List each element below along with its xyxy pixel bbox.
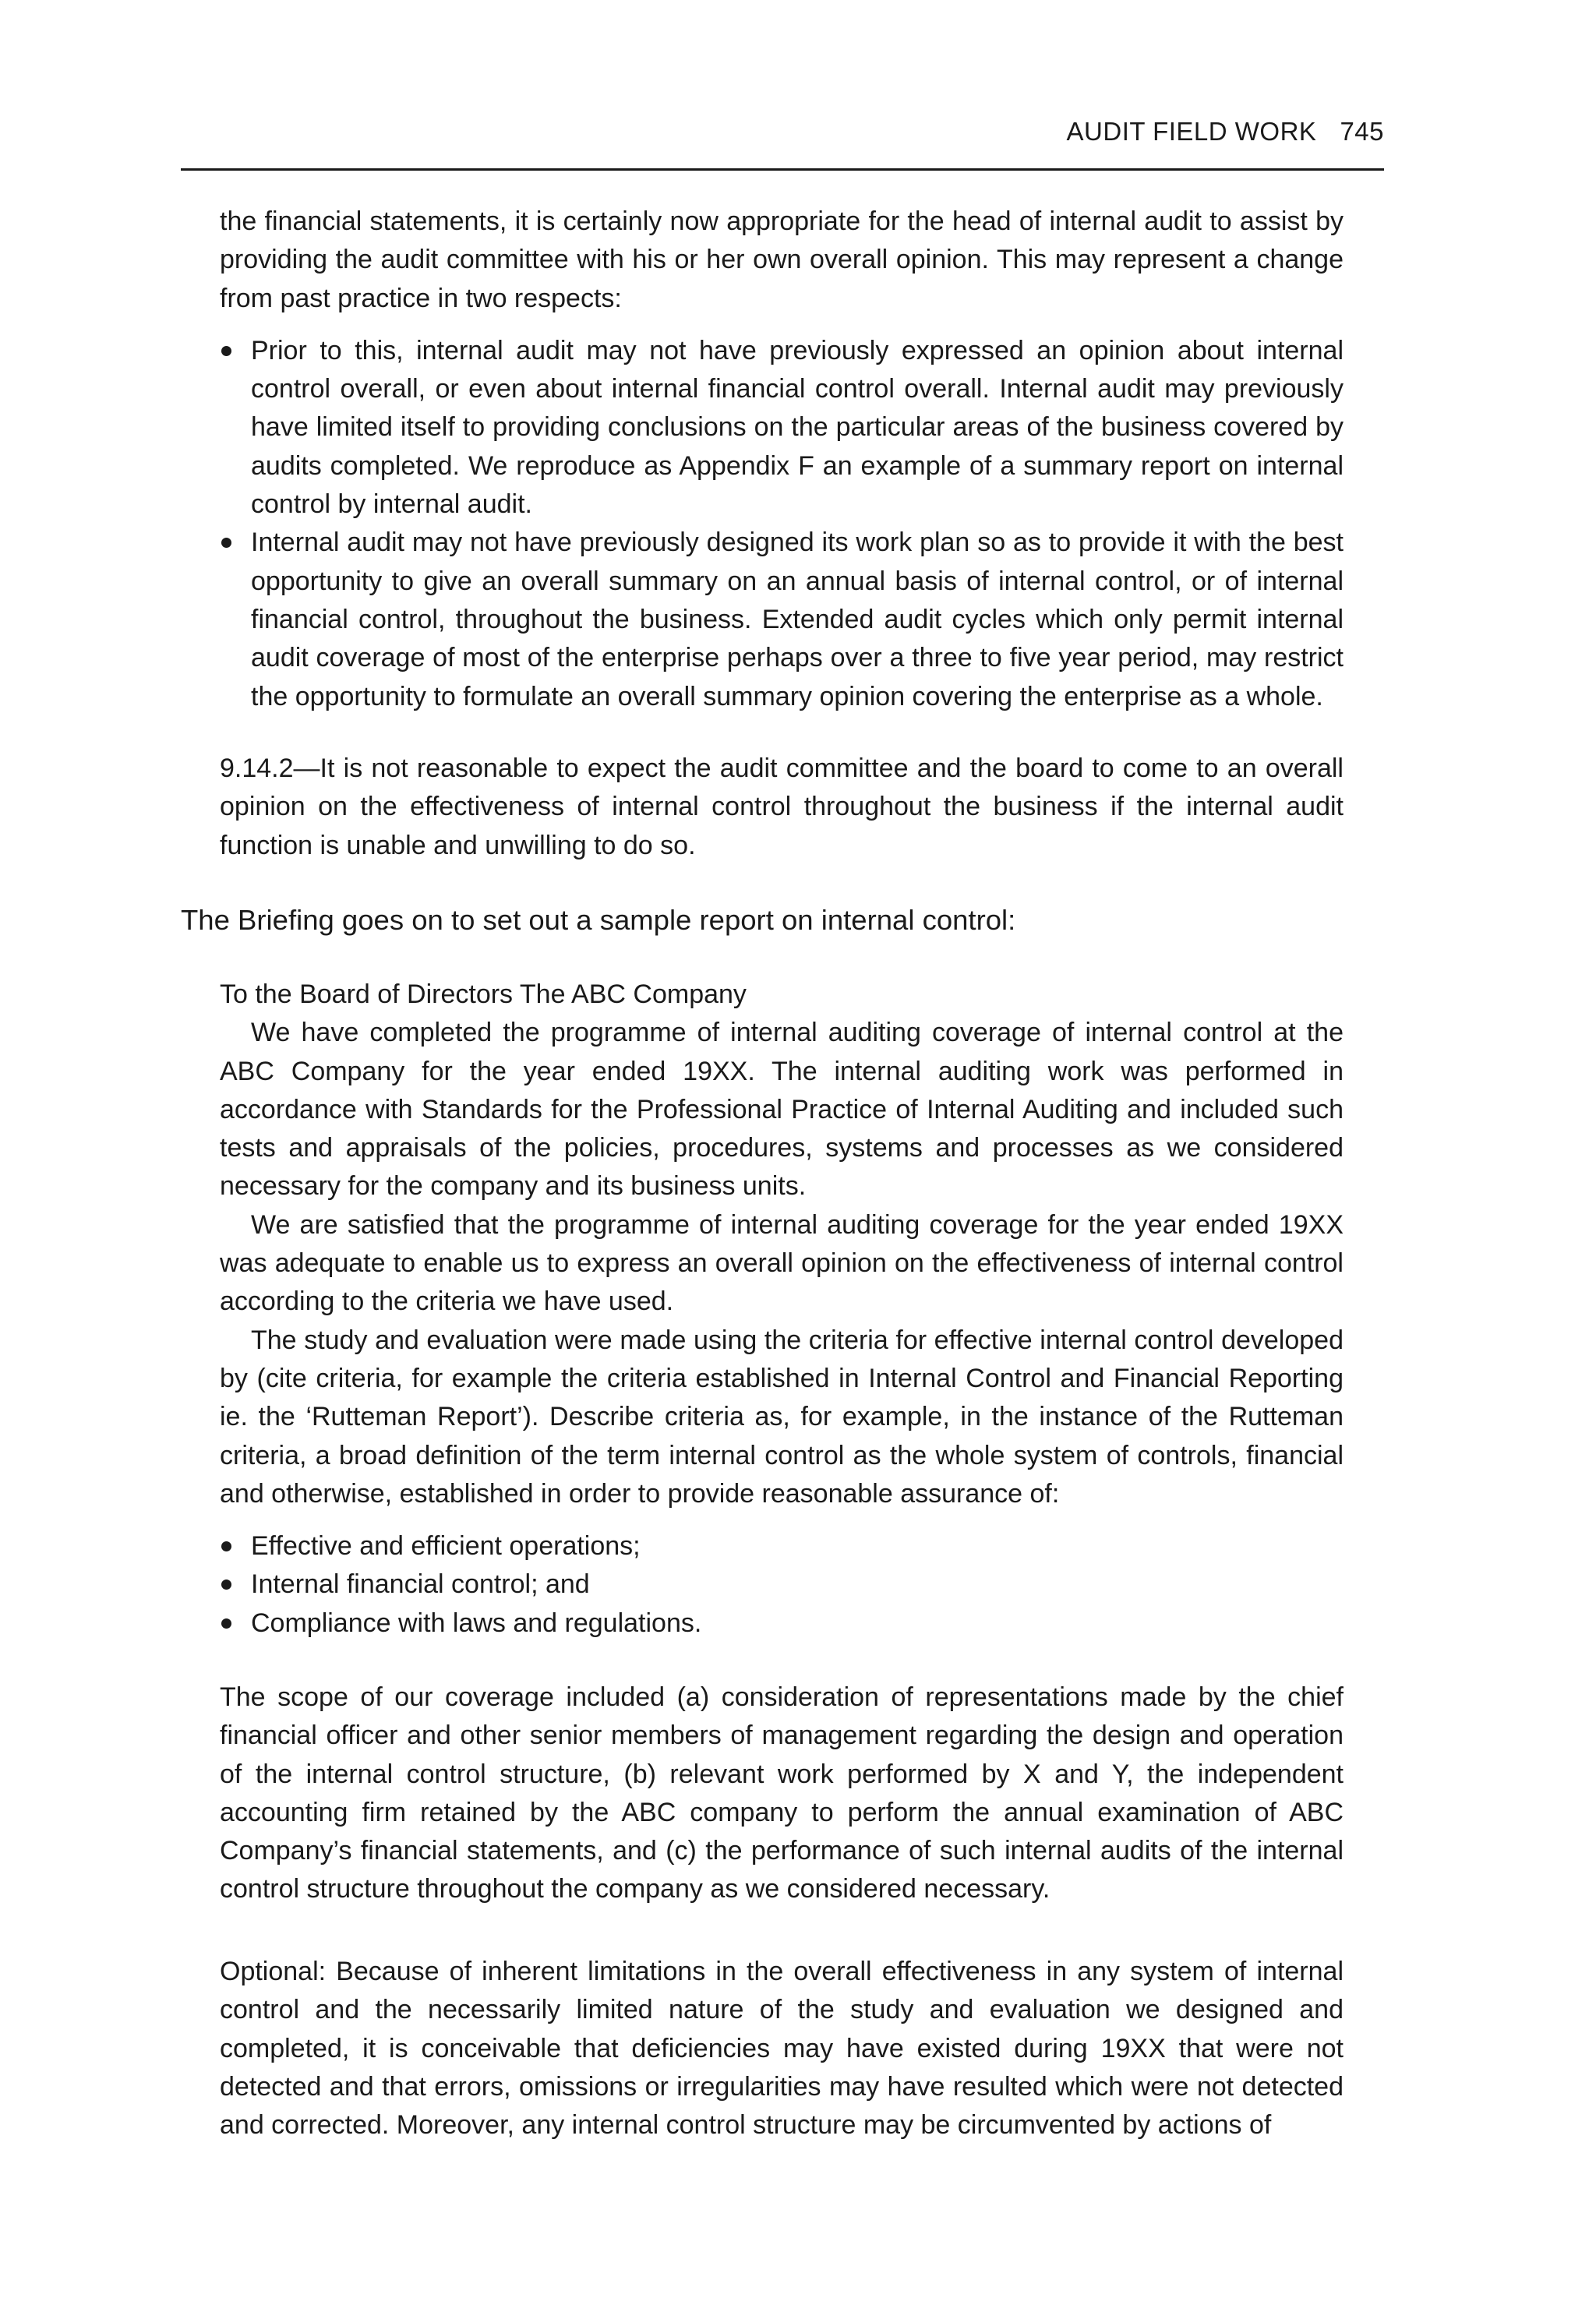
list-item (220, 1527, 1344, 1565)
bullet-icon (221, 1580, 231, 1590)
intro-paragraph: the financial statements, it is certainly now appropriate for the head of internal audit to assist by providing the audit committee with his or her own overall opinion. This may represent a change from past practice in two respects: (220, 206, 1344, 313)
lead-in-text: The Briefing goes on to set out a sample report on internal control: (181, 904, 1016, 936)
report-paragraph-1: We have completed the programme of internal auditing coverage of internal control at the ABC Company for the year ended 19XX. The internal auditing work was performed in accordance with Standards for the Professional Practice of Internal Auditing and included such tests and appraisals of the policies, procedures, systems and processes as we considered necessary for the company and its business units. (220, 1018, 1344, 1202)
bullet-icon (221, 538, 231, 548)
bullet-icon (221, 1618, 231, 1629)
report-addressee: To the Board of Directors The ABC Company (220, 979, 747, 1009)
list-item (220, 332, 1344, 524)
bullet-text: Effective and efficient operations; (251, 1531, 641, 1562)
optional-text: Optional: Because of inherent limitations in the overall effectiveness in any system of internal control and the necessarily limited nature of the study and evaluation we designed and completed, it is conceivable that deficiencies may have existed during 19XX that were not detected and that errors, omissions or irregularities may have resulted which were not detected and corrected. Moreover, any internal control structure may be circumvented by actions of (220, 1957, 1344, 2141)
report-bullet-list (220, 1527, 1344, 1643)
intro-bullet-list (220, 332, 1344, 716)
list-item (220, 1565, 1344, 1604)
report-paragraph-3: The study and evaluation were made using the criteria for effective internal control developed by (cite criteria, for example the criteria established in Internal Control and Financial Reporting ie. the ‘Rutteman Report’). Describe criteria as, for example, in the instance of the Rutteman criteria, a broad definition of the term internal control as the whole system of controls, financial and otherwise, established in order to provide reasonable assurance of: (220, 1325, 1344, 1509)
report-paragraph-2: We are satisfied that the programme of internal auditing coverage for the year ended 19XX was adequate to enable us to express an overall opinion on the effectiveness of internal control according to the criteria we have used. (220, 1209, 1344, 1317)
lead-in (181, 901, 1384, 939)
intro-block (220, 203, 1344, 716)
bullet-icon (221, 1541, 231, 1551)
bullet-icon (221, 346, 231, 356)
sample-report (220, 976, 1344, 1643)
running-head-title: AUDIT FIELD WORK (1066, 117, 1317, 146)
list-item (220, 1604, 1344, 1643)
optional-paragraph (220, 1953, 1344, 2144)
running-head (181, 117, 1384, 171)
list-item (220, 524, 1344, 715)
scope-text: The scope of our coverage included (a) consideration of representations made by the chief financial officer and other senior members of management regarding the design and operation of the internal control structure, (b) relevant work performed by X and Y, the independent accounting firm retained by the ABC company to perform the annual examination of ABC Company’s financial statements, and (c) the performance of such internal audits of the internal control structure throughout the company as we considered necessary. (220, 1682, 1344, 1904)
bullet-text: Prior to this, internal audit may not have previously expressed an opinion about internal control overall, or even about internal financial control overall. Internal audit may previously have limited itself to providing conclusions on the particular areas of the business covered by audits completed. We reproduce as Appendix F an example of a summary report on internal control by internal audit. (251, 335, 1344, 520)
scope-paragraph (220, 1678, 1344, 1909)
page-number: 745 (1340, 117, 1384, 146)
section-9-14-2-text: 9.14.2—It is not reasonable to expect the audit committee and the board to come to an overall opinion on the effectiveness of internal control throughout the business if the internal audit function is unable and unwilling to do so. (220, 754, 1344, 860)
bullet-text: Compliance with laws and regulations. (251, 1608, 702, 1638)
bullet-text: Internal financial control; and (251, 1569, 590, 1600)
bullet-text: Internal audit may not have previously designed its work plan so as to provide it with the best opportunity to give an overall summary on an annual basis of internal control, or of internal financial control, throughout the business. Extended audit cycles which only permit internal audit coverage of most of the enterprise perhaps over a three to five year period, may restrict the opportunity to formulate an overall summary opinion covering the enterprise as a whole. (251, 528, 1344, 711)
section-9-14-2 (220, 750, 1344, 865)
